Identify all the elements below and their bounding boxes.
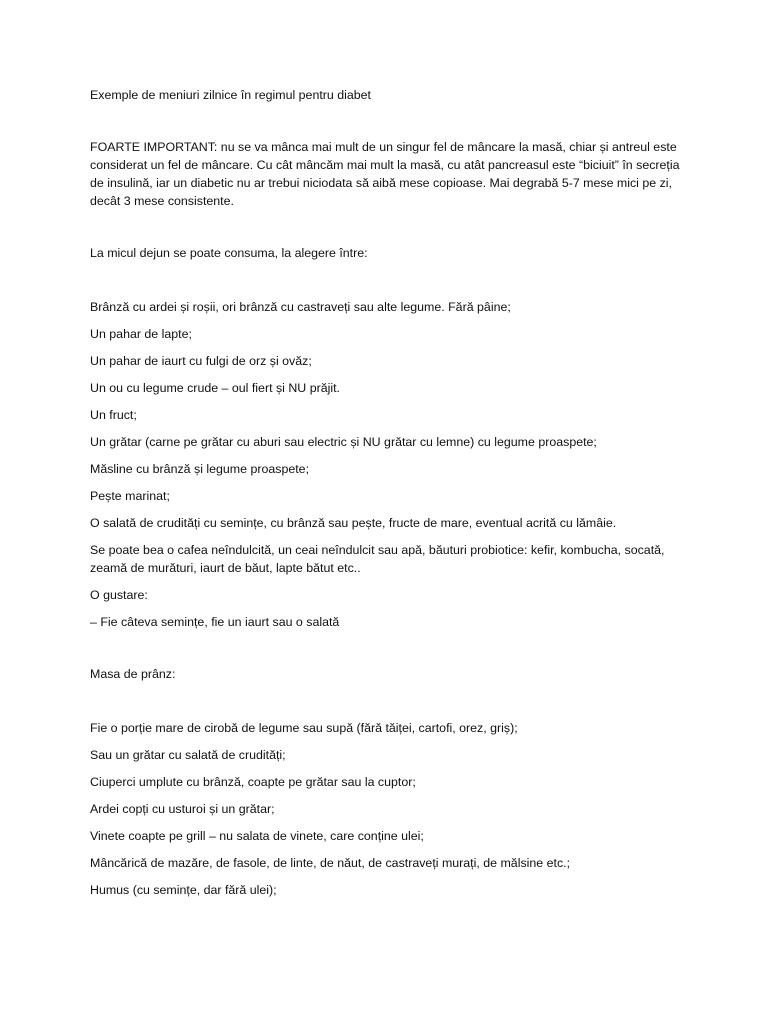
list-item: O salată de crudități cu semințe, cu brânză sau pește, fructe de mare, eventual acrită cu lămâie.	[90, 516, 617, 530]
list-item: Pește marinat;	[90, 489, 170, 503]
document-title: Exemple de meniuri zilnice în regimul pentru diabet	[90, 88, 371, 102]
list-item: Un grătar (carne pe grătar cu aburi sau electric și NU grătar cu lemne) cu legume proaspete;	[90, 435, 597, 449]
list-item: Ardei copți cu usturoi și un grătar;	[90, 802, 275, 816]
list-item: Măsline cu brânză și legume proaspete;	[90, 462, 310, 476]
list-item: O gustare:	[90, 588, 148, 602]
important-paragraph: FOARTE IMPORTANT: nu se va mânca mai mult de un singur fel de mâncare la masă, chiar și antreul este considerat un fel de mâncare. Cu cât mâncăm mai mult la masă, cu atât pancreasul este “biciuit” în secreția de insulină, iar un diabetic nu ar trebui niciodata să aibă mese copioase. Mai degrabă 5-7 mese mici pe zi, decât 3 mese consistente.	[90, 140, 680, 208]
list-item: Un ou cu legume crude – oul fiert și NU prăjit.	[90, 381, 340, 395]
list-item: Vinete coapte pe grill – nu salata de vinete, care conține ulei;	[90, 829, 424, 843]
list-item: Un pahar de lapte;	[90, 327, 192, 341]
list-item: Sau un grătar cu salată de crudități;	[90, 748, 286, 762]
list-item: Brânză cu ardei și roșii, ori brânză cu castraveți sau alte legume. Fără pâine;	[90, 300, 511, 314]
list-item: – Fie câteva semințe, fie un iaurt sau o salată	[90, 615, 340, 629]
list-item: Un pahar de iaurt cu fulgi de orz și ovăz;	[90, 354, 312, 368]
document-page	[90, 78, 690, 908]
list-item: Ciuperci umplute cu brânză, coapte pe grătar sau la cuptor;	[90, 775, 416, 789]
breakfast-heading: La micul dejun se poate consuma, la alegere între:	[90, 246, 368, 260]
lunch-list	[90, 719, 690, 899]
list-item: Fie o porție mare de cirobă de legume sau supă (fără tăiței, cartofi, orez, griș);	[90, 721, 518, 735]
breakfast-list	[90, 298, 690, 631]
list-item: Un fruct;	[90, 408, 137, 422]
list-item: Humus (cu semințe, dar fără ulei);	[90, 883, 277, 897]
list-item: Mâncărică de mazăre, de fasole, de linte, de năut, de castraveți murați, de mălsine etc.;	[90, 856, 571, 870]
lunch-heading: Masa de prânz:	[90, 667, 176, 681]
list-item: Se poate bea o cafea neîndulcită, un ceai neîndulcit sau apă, băuturi probiotice: kefir, kombucha, socată, zeamă de murături, iaurt de băut, lapte bătut etc..	[90, 543, 665, 575]
